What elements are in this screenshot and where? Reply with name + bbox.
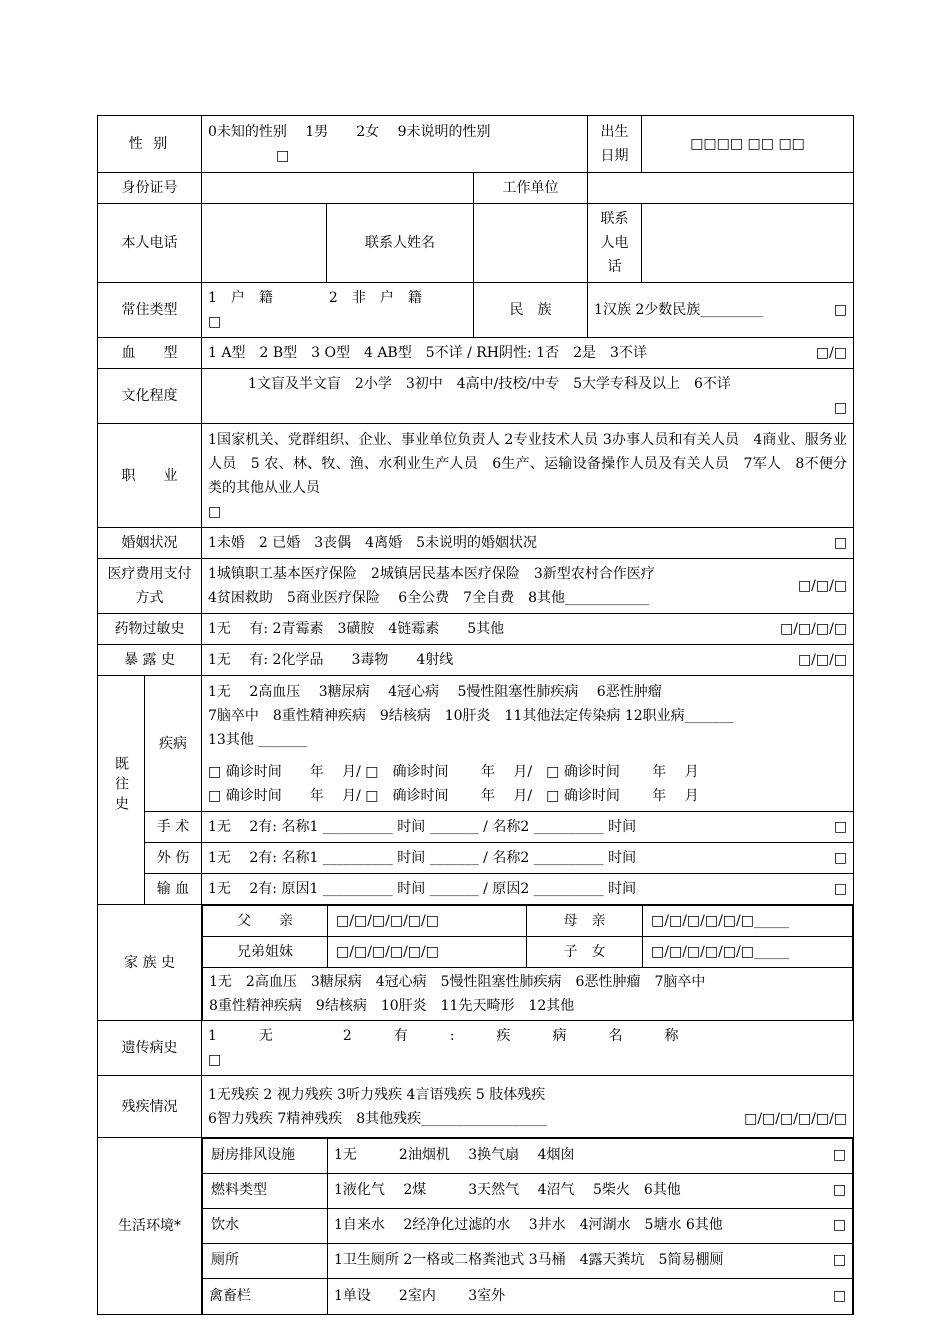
transfusion-text: 1无 2有: 原因1 __________ 时间 _______ / 原因2 __________ 时间	[208, 881, 637, 897]
environment-row	[203, 1209, 853, 1244]
environment-row	[203, 1279, 853, 1314]
disease-options[interactable]	[202, 676, 854, 812]
siblings-boxes[interactable]: □/□/□/□/□/□	[328, 937, 527, 968]
family-line-1: 1无 2高血压 3糖尿病 4冠心病 5慢性阻塞性肺疾病 6恶性肿瘤 7脑卒中	[209, 974, 706, 990]
marriage-options-text: 1未婚 2 已婚 3丧偶 4离婚 5未说明的婚姻状况	[208, 535, 538, 551]
occupation-options-text: 1国家机关、党群组织、企业、事业单位负责人 2专业技术人员 3办事人员和有关人员 4商业、服务业人员 5 农、林、牧、渔、水利业生产人员 6生产、运输设备操作人员及有关人员 7军人 8不便分类的其他从业人员	[208, 431, 848, 496]
ethnic-label: 民 族	[474, 283, 588, 338]
occupation-options[interactable]	[202, 424, 854, 528]
history-label-text: 既往史	[113, 756, 129, 816]
surgery-text: 1无 2有: 名称1 __________ 时间 _______ / 名称2 __________ 时间	[208, 819, 637, 835]
residence-checkbox[interactable]: □	[208, 314, 222, 330]
work-unit-field[interactable]	[588, 173, 854, 204]
environment-item-label: 燃料类型	[203, 1174, 328, 1209]
trauma-checkbox[interactable]: □	[833, 850, 848, 866]
birth-date-label: 出生日期	[588, 116, 642, 173]
payment-options[interactable]	[202, 559, 854, 614]
work-unit-label: 工作单位	[474, 173, 588, 204]
environment-item-text: 1无 2油烟机 3换气扇 4烟囱	[334, 1147, 575, 1163]
environment-label: 生活环境*	[98, 1138, 202, 1315]
residence-options-text: 1 户 籍 2 非 户 籍	[208, 290, 422, 306]
blood-options[interactable]	[202, 338, 854, 369]
family-line-2: 8重性精神疾病 9结核病 10肝炎 11先天畸形 12其他	[209, 998, 575, 1014]
exposure-options[interactable]	[202, 645, 854, 676]
father-label: 父 亲	[203, 906, 328, 937]
blood-options-text: 1 A型 2 B型 3 O型 4 AB型 5不详 / RH阴性: 1否 2是 3不详	[208, 345, 647, 361]
children-label: 子 女	[527, 937, 643, 968]
education-options[interactable]	[202, 369, 854, 424]
contact-name-field[interactable]	[474, 204, 588, 283]
blood-checkbox[interactable]: □/□	[815, 345, 848, 361]
payment-line-2: 4贫困救助 5商业医疗保险 6全公费 7全自费 8其他____________	[208, 590, 650, 606]
exposure-options-text: 1无 有: 2化学品 3毒物 4射线	[208, 652, 454, 668]
disability-label: 残疾情况	[98, 1076, 202, 1138]
id-number-label: 身份证号	[98, 173, 202, 204]
ethnic-options-text: 1汉族 2少数民族_________	[594, 302, 764, 318]
residence-label: 常住类型	[98, 283, 202, 338]
phone-label: 本人电话	[98, 204, 202, 283]
environment-item-checkbox[interactable]: □	[832, 1182, 847, 1198]
blood-label: 血 型	[98, 338, 202, 369]
environment-row	[203, 1244, 853, 1279]
genetic-options[interactable]	[202, 1021, 854, 1076]
gender-label: 性 别	[98, 116, 202, 173]
environment-item-label: 厕所	[203, 1244, 328, 1279]
education-options-text: 1文盲及半文盲 2小学 3初中 4高中/技校/中专 5大学专科及以上 6不详	[248, 376, 731, 392]
environment-item-label: 厨房排风设施	[203, 1139, 328, 1174]
environment-row	[203, 1174, 853, 1209]
id-number-field[interactable]	[202, 173, 474, 204]
disease-line-4[interactable]: □ 确诊时间 年 月/ □ 确诊时间 年 月/ □ 确诊时间 年 月	[208, 763, 699, 780]
history-label	[98, 676, 145, 905]
genetic-checkbox[interactable]: □	[208, 1052, 222, 1068]
trauma-text: 1无 2有: 名称1 __________ 时间 _______ / 名称2 __________ 时间	[208, 850, 637, 866]
education-label: 文化程度	[98, 369, 202, 424]
trauma-options[interactable]	[202, 843, 854, 874]
mother-label: 母 亲	[527, 906, 643, 937]
family-label: 家 族 史	[98, 905, 202, 1021]
gender-checkbox[interactable]: □	[276, 148, 290, 164]
contact-phone-field[interactable]	[642, 204, 854, 283]
allergy-checkbox[interactable]: □/□/□/□	[780, 621, 848, 637]
environment-item-label: 禽畜栏	[203, 1279, 328, 1314]
transfusion-options[interactable]	[202, 874, 854, 905]
environment-item-checkbox[interactable]: □	[832, 1288, 847, 1305]
environment-item-options[interactable]	[328, 1244, 853, 1279]
environment-item-text: 1自来水 2经净化过滤的水 3井水 4河湖水 5塘水 6其他	[334, 1217, 723, 1233]
phone-field[interactable]	[202, 204, 327, 283]
environment-item-checkbox[interactable]: □	[832, 1252, 847, 1268]
environment-item-options[interactable]	[328, 1279, 853, 1314]
marriage-options[interactable]	[202, 528, 854, 559]
marriage-checkbox[interactable]: □	[833, 535, 848, 551]
disability-options[interactable]	[202, 1076, 854, 1138]
exposure-label: 暴 露 史	[98, 645, 202, 676]
environment-item-checkbox[interactable]: □	[832, 1217, 847, 1233]
payment-label: 医疗费用支付方式	[98, 559, 202, 614]
ethnic-options[interactable]	[588, 283, 854, 338]
disability-line-2: 6智力残疾 7精神残疾 8其他残疾__________________	[208, 1110, 548, 1127]
disease-line-5[interactable]: □ 确诊时间 年 月/ □ 确诊时间 年 月/ □ 确诊时间 年 月	[208, 787, 699, 804]
marriage-label: 婚姻状况	[98, 528, 202, 559]
occupation-label: 职 业	[98, 424, 202, 528]
health-record-form	[97, 115, 854, 1315]
environment-section	[202, 1138, 854, 1315]
occupation-checkbox[interactable]: □	[208, 503, 222, 520]
residence-options[interactable]	[202, 283, 474, 338]
allergy-options-text: 1无 有: 2青霉素 3磺胺 4链霉素 5其他	[208, 621, 505, 637]
family-options	[203, 968, 853, 1021]
allergy-label: 药物过敏史	[98, 614, 202, 645]
genetic-options-text: 1 无 2 有 : 疾 病 名 称	[208, 1028, 679, 1044]
disease-label: 疾病	[145, 676, 202, 812]
allergy-options[interactable]	[202, 614, 854, 645]
environment-item-label: 饮水	[203, 1209, 328, 1244]
environment-item-checkbox[interactable]: □	[832, 1147, 847, 1163]
environment-item-text: 1单设 2室内 3室外	[334, 1288, 506, 1305]
exposure-checkbox[interactable]: □/□/□	[797, 652, 848, 668]
ethnic-checkbox[interactable]: □	[833, 302, 848, 318]
disability-checkbox[interactable]: □/□/□/□/□/□	[744, 1110, 848, 1127]
siblings-label: 兄弟姐妹	[203, 937, 328, 968]
environment-row	[203, 1139, 853, 1174]
payment-line-1: 1城镇职工基本医疗保险 2城镇居民基本医疗保险 3新型农村合作医疗	[208, 566, 655, 582]
disease-line-2: 7脑卒中 8重性精神疾病 9结核病 10肝炎 11其他法定传染病 12职业病_______	[208, 707, 734, 724]
genetic-label: 遗传病史	[98, 1021, 202, 1076]
surgery-checkbox[interactable]: □	[833, 819, 848, 835]
surgery-label: 手 术	[145, 812, 202, 843]
environment-item-options[interactable]	[328, 1209, 853, 1244]
disability-line-1: 1无残疾 2 视力残疾 3听力残疾 4言语残疾 5 肢体残疾	[208, 1086, 546, 1103]
gender-options-text: 0未知的性别 1男 2女 9未说明的性别	[208, 124, 491, 140]
father-boxes[interactable]: □/□/□/□/□/□	[328, 906, 527, 937]
gender-options[interactable]	[202, 116, 588, 173]
environment-item-options[interactable]	[328, 1139, 853, 1174]
surgery-options[interactable]	[202, 812, 854, 843]
mother-boxes[interactable]: □/□/□/□/□/□_____	[643, 906, 853, 937]
contact-name-label: 联系人姓名	[327, 204, 474, 283]
disease-line-1: 1无 2高血压 3糖尿病 4冠心病 5慢性阻塞性肺疾病 6恶性肿瘤	[208, 683, 662, 700]
contact-phone-label: 联系人电话	[588, 204, 642, 283]
disease-line-3: 13其他 _______	[208, 731, 308, 748]
transfusion-label: 输 血	[145, 874, 202, 905]
environment-item-options[interactable]	[328, 1174, 853, 1209]
children-boxes[interactable]: □/□/□/□/□/□_____	[643, 937, 853, 968]
transfusion-checkbox[interactable]: □	[833, 881, 848, 897]
education-checkbox[interactable]: □	[833, 400, 848, 416]
environment-item-text: 1液化气 2煤 3天然气 4沼气 5柴火 6其他	[334, 1182, 681, 1198]
trauma-label: 外 伤	[145, 843, 202, 874]
family-section	[202, 905, 854, 1021]
birth-date-boxes[interactable]: □□□□ □□ □□	[642, 116, 854, 173]
payment-checkbox[interactable]: □/□/□	[797, 578, 848, 594]
environment-item-text: 1卫生厕所 2一格或二格粪池式 3马桶 4露天粪坑 5简易棚厕	[334, 1252, 724, 1268]
